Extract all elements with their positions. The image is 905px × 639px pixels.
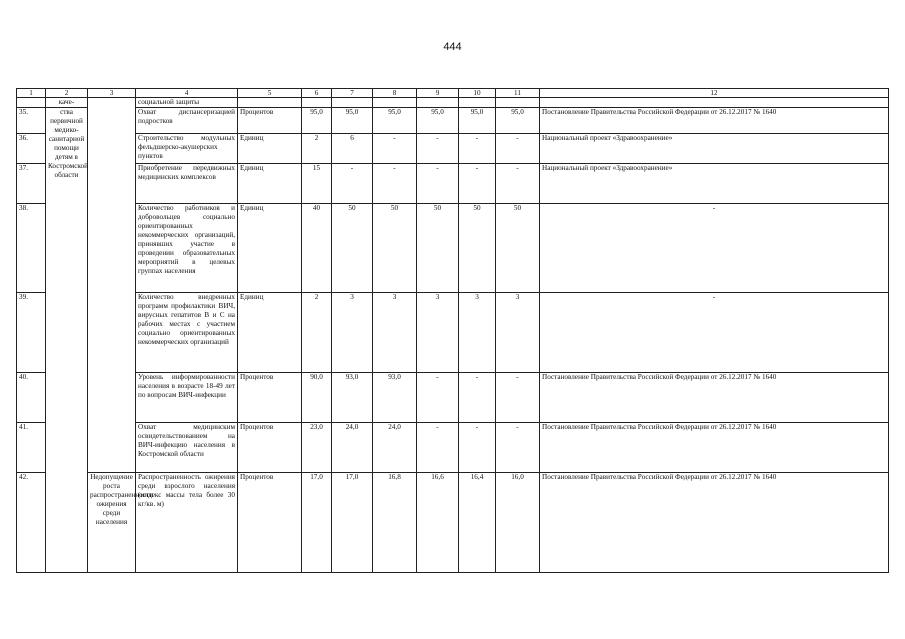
value-cell: - xyxy=(459,164,496,204)
header-cell: 1 xyxy=(17,89,46,98)
value-cell: 16,4 xyxy=(459,473,496,573)
table-row xyxy=(17,134,889,164)
continued-col2: каче- xyxy=(46,98,88,108)
table-row xyxy=(17,164,889,204)
row-number: 36. xyxy=(17,134,46,164)
value-cell: - xyxy=(496,373,540,423)
value-cell: 16,0 xyxy=(496,473,540,573)
value-cell: 16,6 xyxy=(417,473,459,573)
indicator-cell: Охват медицинским освидетельствованием на ВИЧ-инфекцию населения в Костромской области xyxy=(136,423,238,473)
unit-cell: Единиц xyxy=(238,134,302,164)
value-cell: - xyxy=(459,134,496,164)
source-cell: - xyxy=(540,293,889,373)
indicator-cell: Приобретение передвижных медицинских комплексов xyxy=(136,164,238,204)
row-number: 38. xyxy=(17,204,46,293)
table-row xyxy=(17,108,889,134)
source-cell: Национальный проект «Здравоохранение» xyxy=(540,134,889,164)
value-cell: - xyxy=(417,134,459,164)
source-cell: Национальный проект «Здравоохранение» xyxy=(540,164,889,204)
value-cell: 95,0 xyxy=(302,108,332,134)
indicator-cell: Строительство модульных фельдшерско-акушерских пунктов xyxy=(136,134,238,164)
unit-cell: Процентов xyxy=(238,108,302,134)
table-row xyxy=(17,373,889,423)
value-cell: 50 xyxy=(496,204,540,293)
header-cell: 12 xyxy=(540,89,889,98)
indicator-cell: Распространенность ожирения среди взрослого населения (индекс массы тела более 30 кг/кв. м) xyxy=(136,473,238,573)
unit-cell: Единиц xyxy=(238,204,302,293)
value-cell: 95,0 xyxy=(417,108,459,134)
value-cell: - xyxy=(417,373,459,423)
table-row xyxy=(17,293,889,373)
source-cell: - xyxy=(540,204,889,293)
value-cell: - xyxy=(417,423,459,473)
group-cell: ства первичной медико-санитарной помощи детям в Костромской области xyxy=(46,108,88,573)
page-number: 444 xyxy=(443,41,462,53)
row-number: 41. xyxy=(17,423,46,473)
header-cell: 4 xyxy=(136,89,238,98)
source-cell: Постановление Правительства Российской Федерации от 26.12.2017 № 1640 xyxy=(540,373,889,423)
value-cell: 95,0 xyxy=(459,108,496,134)
continued-col4: социальной защиты xyxy=(136,98,238,108)
source-cell: Постановление Правительства Российской Федерации от 26.12.2017 № 1640 xyxy=(540,423,889,473)
value-cell: 3 xyxy=(496,293,540,373)
header-cell: 10 xyxy=(459,89,496,98)
value-cell: 2 xyxy=(302,293,332,373)
value-cell: 50 xyxy=(373,204,417,293)
value-cell: 3 xyxy=(459,293,496,373)
value-cell: 2 xyxy=(302,134,332,164)
indicator-cell: Уровень информированности населения в возрасте 18-49 лет по вопросам ВИЧ-инфекции xyxy=(136,373,238,423)
value-cell: 16,8 xyxy=(373,473,417,573)
value-cell: 3 xyxy=(373,293,417,373)
header-cell: 9 xyxy=(417,89,459,98)
table-row xyxy=(17,473,889,573)
value-cell: - xyxy=(373,134,417,164)
value-cell: 93,0 xyxy=(373,373,417,423)
header-cell: 7 xyxy=(332,89,373,98)
value-cell: 3 xyxy=(417,293,459,373)
header-cell: 8 xyxy=(373,89,417,98)
value-cell: 50 xyxy=(417,204,459,293)
value-cell: - xyxy=(459,423,496,473)
source-cell: Постановление Правительства Российской Федерации от 26.12.2017 № 1640 xyxy=(540,108,889,134)
value-cell: 95,0 xyxy=(496,108,540,134)
value-cell: 50 xyxy=(459,204,496,293)
value-cell: 6 xyxy=(332,134,373,164)
row-number: 37. xyxy=(17,164,46,204)
value-cell: - xyxy=(496,134,540,164)
value-cell: 17,0 xyxy=(332,473,373,573)
row-number: 39. xyxy=(17,293,46,373)
indicators-table xyxy=(16,88,889,573)
value-cell: - xyxy=(417,164,459,204)
continued-row xyxy=(17,98,889,108)
header-cell: 11 xyxy=(496,89,540,98)
table-row xyxy=(17,204,889,293)
header-cell: 6 xyxy=(302,89,332,98)
indicator-cell: Количество внедренных программ профилактики ВИЧ, вирусных гепатитов В и С на рабочих местах с участием социально ориентированных некоммерческих организаций xyxy=(136,293,238,373)
unit-cell: Процентов xyxy=(238,473,302,573)
value-cell: 15 xyxy=(302,164,332,204)
value-cell: 23,0 xyxy=(302,423,332,473)
value-cell: - xyxy=(496,164,540,204)
value-cell: 40 xyxy=(302,204,332,293)
value-cell: - xyxy=(332,164,373,204)
table-row xyxy=(17,423,889,473)
value-cell: 93,0 xyxy=(332,373,373,423)
value-cell: 95,0 xyxy=(373,108,417,134)
header-row xyxy=(17,89,889,98)
value-cell: 24,0 xyxy=(332,423,373,473)
value-cell: 50 xyxy=(332,204,373,293)
value-cell: - xyxy=(459,373,496,423)
unit-cell: Единиц xyxy=(238,164,302,204)
header-cell: 2 xyxy=(46,89,88,98)
row-number: 35. xyxy=(17,108,46,134)
task-cell: Недопущение роста распространенности ожирения среди населения xyxy=(88,473,136,573)
indicator-cell: Количество работников и добровольцев социально ориентированных некоммерческих организаций, принявших участие в проведении образовательных мероприятий в целевых группах населения xyxy=(136,204,238,293)
value-cell: 3 xyxy=(332,293,373,373)
indicator-cell: Охват диспансеризацией подростков xyxy=(136,108,238,134)
row-number: 42. xyxy=(17,473,46,573)
source-cell: Постановление Правительства Российской Федерации от 26.12.2017 № 1640 xyxy=(540,473,889,573)
value-cell: 24,0 xyxy=(373,423,417,473)
header-cell: 5 xyxy=(238,89,302,98)
value-cell: - xyxy=(373,164,417,204)
unit-cell: Процентов xyxy=(238,373,302,423)
unit-cell: Процентов xyxy=(238,423,302,473)
value-cell: - xyxy=(496,423,540,473)
row-number: 40. xyxy=(17,373,46,423)
unit-cell: Единиц xyxy=(238,293,302,373)
value-cell: 17,0 xyxy=(302,473,332,573)
value-cell: 90,0 xyxy=(302,373,332,423)
value-cell: 95,0 xyxy=(332,108,373,134)
header-cell: 3 xyxy=(88,89,136,98)
